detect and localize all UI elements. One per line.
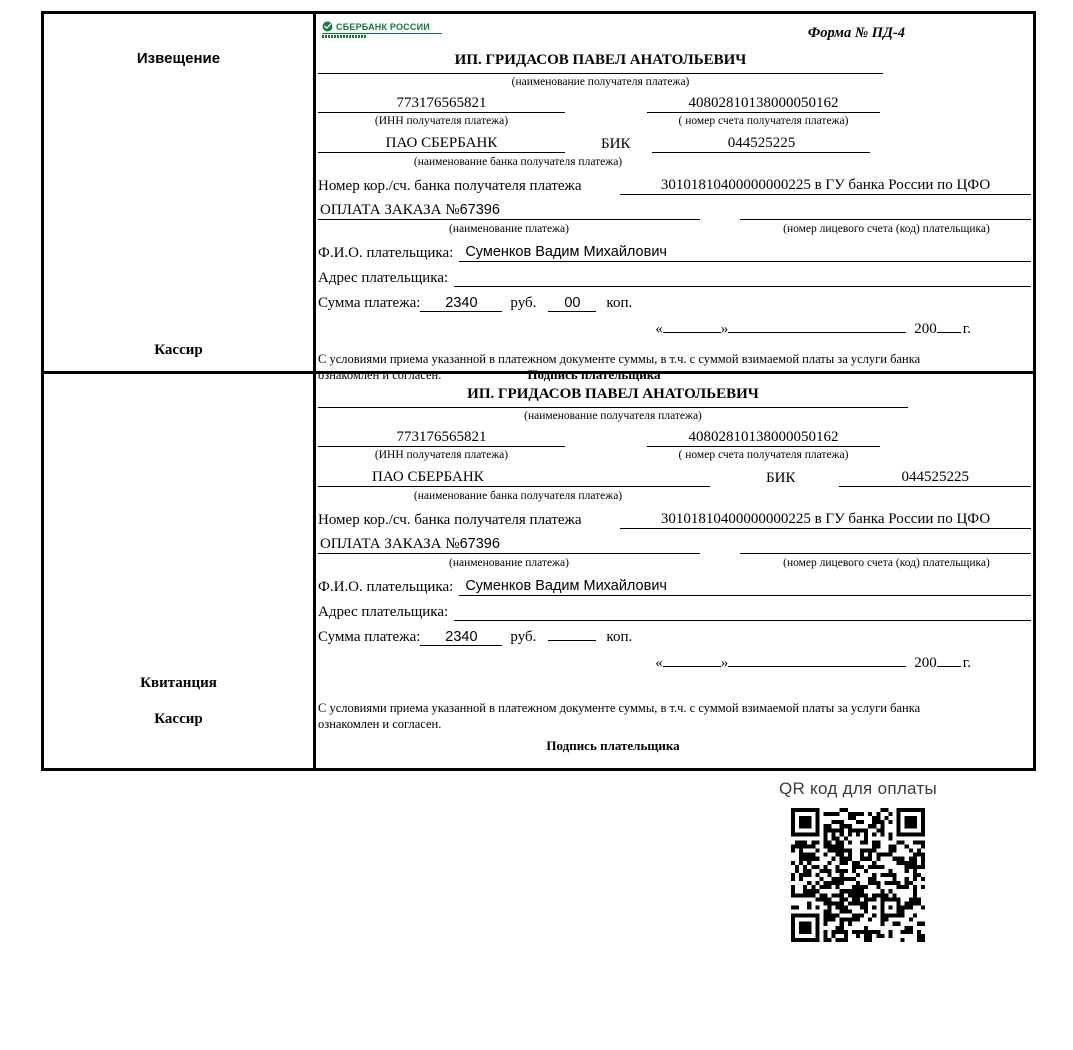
form-number-label: Форма № ПД-4 <box>807 25 905 41</box>
corr-account-label-2: Номер кор./сч. банка получателя платежа <box>318 512 582 528</box>
agreement-line-1: С условиями приема указанной в платежном документе суммы, в т.ч. с суммой взимаемой платы за услуги банка <box>318 352 921 366</box>
qr-code-image <box>791 808 925 942</box>
sberbank-logo <box>322 21 442 38</box>
account-value-2: 40802810138000050162 <box>647 429 880 447</box>
year-suffix: г. <box>962 321 971 337</box>
quote-open: « <box>655 321 663 337</box>
corr-account-row-2 <box>318 511 1033 529</box>
bik-label-2: БИК <box>766 470 796 486</box>
inn-account-row <box>318 95 1033 113</box>
payer-address-label-2: Адрес плательщика: <box>318 604 449 620</box>
corr-account-row <box>318 177 1033 195</box>
caption-inn: (ИНН получателя платежа) <box>374 115 509 127</box>
caption-personal-account: (номер лицевого счета (код) плательщика) <box>783 223 990 235</box>
payment-name-value: ОПЛАТА ЗАКАЗА №67396 <box>318 202 700 220</box>
caption-personal-account-2: (номер лицевого счета (код) плательщика) <box>783 557 990 569</box>
receipt-side-column <box>44 374 316 768</box>
payer-name-row <box>318 244 1033 262</box>
caption-inn-2: (ИНН получателя платежа) <box>374 449 509 461</box>
caption-account-2: ( номер счета получателя платежа) <box>678 449 849 461</box>
agreement-line-2: ознакомлен и согласен. <box>318 368 442 383</box>
section-label-notice: Извещение <box>136 50 221 67</box>
caption-account: ( номер счета получателя платежа) <box>678 115 849 127</box>
receipt-section <box>44 371 1033 768</box>
inn-account-captions <box>318 115 1033 127</box>
notice-side-column <box>44 14 316 371</box>
payer-signature-label-2: Подпись плательщика <box>546 737 680 753</box>
payment-sum-row-2 <box>318 629 1033 646</box>
payer-name-row-2 <box>318 578 1033 596</box>
payer-address-value <box>454 269 1031 287</box>
corr-account-value-2: 30101810400000000225 в ГУ банка России по ЦФО <box>620 511 1031 529</box>
sum-rubles-value: 2340 <box>420 295 502 312</box>
bank-bik-row <box>318 135 1033 153</box>
personal-account-line <box>740 202 1031 220</box>
year-prefix: 200 <box>914 321 937 337</box>
order-number-value-2: 67396 <box>459 536 500 552</box>
bank-bik-row-2 <box>318 469 1033 487</box>
payer-address-label: Адрес плательщика: <box>318 270 449 286</box>
caption-payment-name-2: (наименование платежа) <box>449 557 569 569</box>
sum-kopecks-value-2 <box>548 640 596 641</box>
notice-panel <box>316 14 1033 383</box>
qr-label: QR код для оплаты <box>778 779 938 798</box>
agreement-line-1-2: С условиями приема указанной в платежном документе суммы, в т.ч. с суммой взимаемой платы за услуги банка <box>318 701 921 715</box>
caption-payment-name: (наименование платежа) <box>449 223 569 235</box>
payment-captions-row <box>318 223 1033 235</box>
sum-label: Сумма платежа: <box>318 295 421 311</box>
year-suffix-2: г. <box>962 655 971 671</box>
date-day-line-2 <box>663 651 721 667</box>
date-month-line-2 <box>728 651 906 667</box>
recipient-name-2: ИП. ГРИДАСОВ ПАВЕЛ АНАТОЛЬЕВИЧ <box>318 386 908 408</box>
sum-label-2: Сумма платежа: <box>318 629 421 645</box>
caption-bank-name: (наименование банка получателя платежа) <box>413 156 623 168</box>
corr-account-value: 30101810400000000225 в ГУ банка России по ЦФО <box>620 177 1031 195</box>
rubles-label-2: руб. <box>510 629 537 645</box>
payer-name-value-2: Суменков Вадим Михайлович <box>459 578 1031 596</box>
payment-sum-row <box>318 295 1033 312</box>
sum-kopecks-value: 00 <box>548 295 596 312</box>
payment-name-row <box>318 202 1033 220</box>
year-line <box>937 317 961 333</box>
bik-value: 044525225 <box>652 135 870 153</box>
bik-label: БИК <box>601 136 631 152</box>
pd4-form <box>41 11 1036 771</box>
payer-address-row <box>318 269 1033 287</box>
quote-close-2: » <box>720 655 729 671</box>
kopecks-label: коп. <box>606 295 633 311</box>
cashier-label: Кассир <box>154 342 203 358</box>
payer-name-label: Ф.И.О. плательщика: <box>318 245 454 261</box>
inn-value: 773176565821 <box>318 95 565 113</box>
inn-account-row-2 <box>318 429 1033 447</box>
date-month-line <box>728 317 906 333</box>
year-prefix-2: 200 <box>914 655 937 671</box>
account-value: 40802810138000050162 <box>647 95 880 113</box>
sum-rubles-value-2: 2340 <box>420 629 502 646</box>
sberbank-brand-text: СБЕРБАНК РОССИИ <box>336 21 430 32</box>
caption-recipient-name-2: (наименование получателя платежа) <box>524 410 702 422</box>
sberbank-tagline-strip <box>322 35 366 38</box>
date-day-line <box>663 317 721 333</box>
cashier-label-2: Кассир <box>154 711 203 727</box>
caption-recipient-name: (наименование получателя платежа) <box>511 76 690 88</box>
personal-account-line-2 <box>740 536 1031 554</box>
notice-section <box>44 14 1033 383</box>
caption-bank-name-2: (наименование банка получателя платежа) <box>413 490 623 502</box>
sberbank-logo-icon <box>322 21 333 32</box>
inn-account-captions-2 <box>318 449 1033 461</box>
recipient-name: ИП. ГРИДАСОВ ПАВЕЛ АНАТОЛЬЕВИЧ <box>318 52 883 74</box>
quote-open-2: « <box>655 655 663 671</box>
bik-value-2: 044525225 <box>839 469 1031 487</box>
payer-signature-label: Подпись плательщика <box>527 367 661 383</box>
corr-account-label: Номер кор./сч. банка получателя платежа <box>318 178 582 194</box>
receipt-panel <box>316 374 1033 768</box>
inn-value-2: 773176565821 <box>318 429 565 447</box>
payer-name-label-2: Ф.И.О. плательщика: <box>318 579 454 595</box>
kopecks-label-2: коп. <box>606 629 633 645</box>
order-number-value: 67396 <box>459 202 500 218</box>
payment-name-value-2: ОПЛАТА ЗАКАЗА №67396 <box>318 536 700 554</box>
bank-name-value: ПАО СБЕРБАНК <box>318 135 565 153</box>
year-line-2 <box>937 651 961 667</box>
date-row-2 <box>318 651 1033 672</box>
section-label-receipt: Квитанция <box>140 675 217 691</box>
payer-address-value-2 <box>454 603 1031 621</box>
bank-name-value-2: ПАО СБЕРБАНК <box>318 469 710 487</box>
qr-block <box>770 779 946 942</box>
payment-captions-row-2 <box>318 557 1033 569</box>
payer-name-value: Суменков Вадим Михайлович <box>459 244 1031 262</box>
agreement-text-2 <box>318 700 986 733</box>
rubles-label: руб. <box>510 295 537 311</box>
payment-name-row-2 <box>318 536 1033 554</box>
date-row <box>318 317 1033 338</box>
payer-address-row-2 <box>318 603 1033 621</box>
quote-close: » <box>720 321 729 337</box>
agreement-line-2-2: ознакомлен и согласен. <box>318 717 442 732</box>
notice-header-row <box>318 21 1033 51</box>
